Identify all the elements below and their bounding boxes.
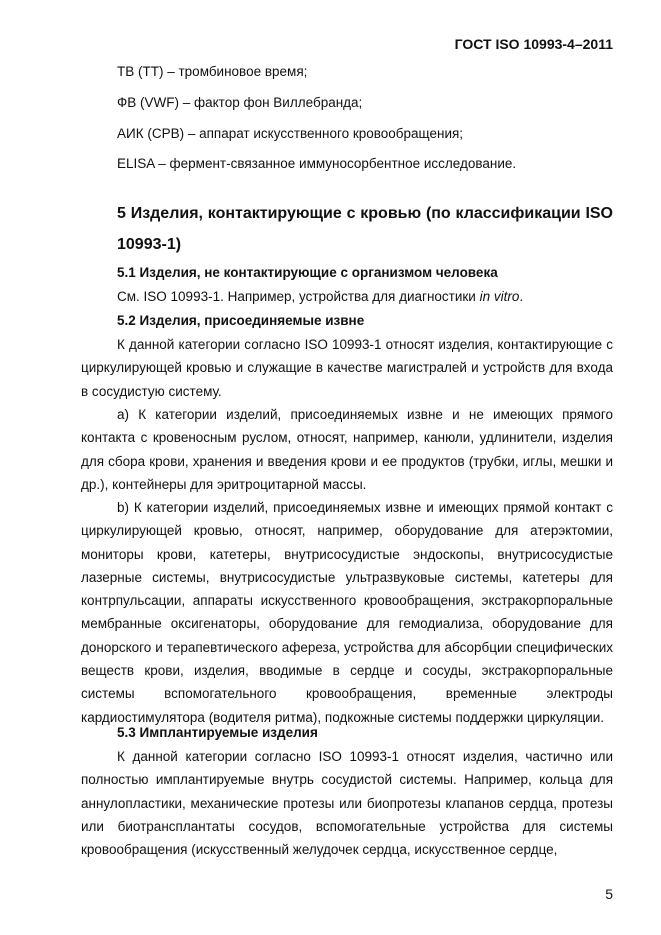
section-5-title [117, 198, 613, 260]
section-5-1-text-end: . [519, 289, 524, 304]
section-5-title-line1: 5 Изделия, контактирующие с кровью (по классификации ISO [117, 205, 613, 222]
section-5-3-text: К данной категории согласно ISO 10993-1 относят изделия, частично или полностью имплантируемые внутрь сосудистой системы. Например, кольца для аннулопластики, механические протезы или биопротезы клапанов сердца, протезы или биотрансплантаты сосудов, вспомогательные устройства для системы кровообращения (искусственный желудочек сердца, искусственное сердце, [81, 749, 613, 858]
section-5-1-heading: 5.1 Изделия, не контактирующие с организмом человека [117, 265, 498, 280]
section-5-2-intro: К данной категории согласно ISO 10993-1 относят изделия, контактирующие с циркулирующей кровью и служащие в качестве магистралей и устройств для входа в сосудистую систему. [81, 337, 613, 399]
section-5-2-item-a: а) К категории изделий, присоединяемых извне и не имеющих прямого контакта с кровеносным руслом, относят, например, канюли, удлинители, изделия для сбора крови, хранения и введения крови и ее продуктов (трубки, иглы, мешки и др.), контейнеры для эритроцитарной массы. [81, 407, 613, 492]
section-5-1-text-main: См. ISO 10993-1. Например, устройства для диагностики [117, 289, 480, 304]
section-5-2-item-b: b) К категории изделий, присоединяемых извне и имеющих прямой контакт с циркулирующей кровью, относят, например, оборудование для атерэктомии, мониторы крови, катетеры, внутрисосудистые эндоскопы, внутрисосудистые лазерные системы, внутрисосудистые ультразвуковые системы, катетеры для контрпульсации, аппараты искусственного кровообращения, экстракорпоральные мембранные оксигенаторы, оборудование для гемодиализа, оборудование для донорского и терапевтического афереза, устройства для абсорбции специфических веществ крови, изделия, вводимые в сердце и сосуды, экстракорпоральные системы вспомогательного кровообращения, временные электроды кардиостимулятора (водителя ритма), подкожные системы поддержки циркуляции. [81, 500, 613, 725]
abbreviation-tv: ТВ (TT) – тромбиновое время; [117, 64, 308, 79]
document-code: ГОСТ ISO 10993-4–2011 [454, 36, 613, 52]
section-5-2-heading: 5.2 Изделия, присоединяемые извне [117, 313, 365, 328]
section-5-1-text [117, 289, 523, 304]
abbreviation-aik: АИК (СРВ) – аппарат искусственного кровообращения; [117, 126, 464, 141]
in-vitro-italic: in vitro [479, 289, 520, 304]
abbreviation-elisa: ELISA – фермент-связанное иммуносорбентное исследование. [117, 156, 517, 171]
abbreviation-fv: ФВ (VWF) – фактор фон Виллебранда; [117, 95, 363, 110]
section-5-3-heading: 5.3 Имплантируемые изделия [117, 725, 318, 740]
page-number: 5 [605, 886, 613, 902]
section-5-title-line2: 10993-1) [117, 236, 182, 253]
